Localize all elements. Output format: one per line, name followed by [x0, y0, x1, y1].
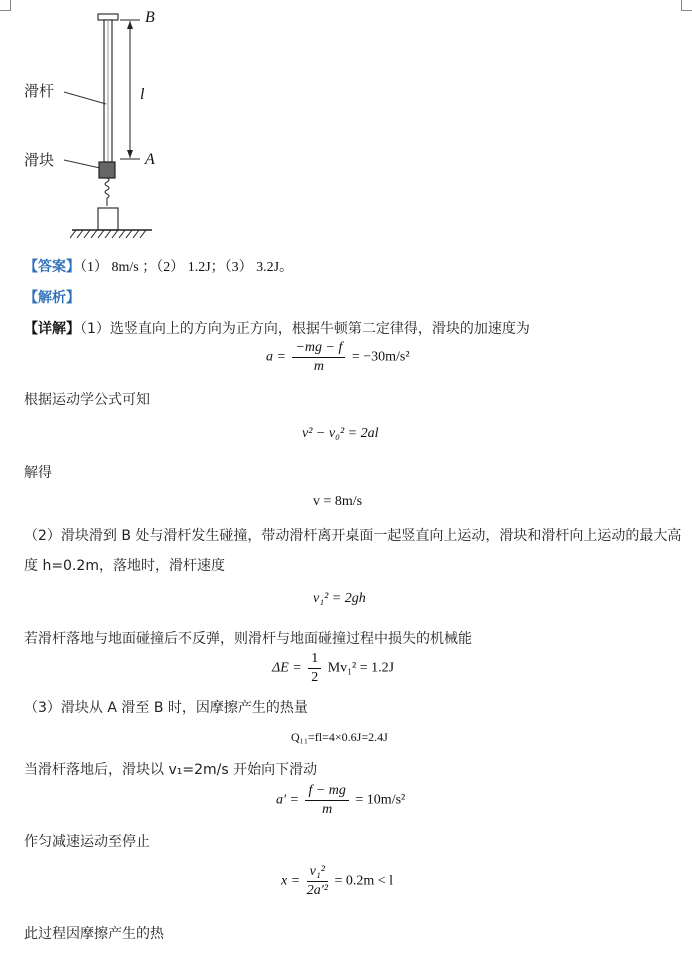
answer-line — [24, 256, 293, 276]
detail-p2: 根据运动学公式可知 — [24, 392, 150, 408]
eq8-lhs: x = — [281, 873, 301, 889]
analysis-tag: 【解析】 — [24, 290, 80, 306]
label-B: B — [145, 9, 155, 26]
eq5-num: 1 — [308, 651, 321, 669]
rod-top-cap — [98, 14, 118, 20]
eq8-rhs: = 0.2m < l — [334, 873, 394, 889]
equation-5 — [272, 651, 394, 686]
detail-p5: 若滑杆落地与地面碰撞后不反弹，则滑杆与地面碰撞过程中损失的机械能 — [24, 631, 472, 647]
detail-p9: 此过程因摩擦产生的热 — [24, 926, 164, 942]
eq5-rhs: Mv₁² = 1.2J — [327, 660, 395, 676]
answer-text: （1） 8m/s ；（2） 1.2J；（3） 3.2J。 — [80, 260, 294, 275]
eq7-num: f − mg — [305, 783, 348, 801]
detail-p7: 当滑杆落地后，滑块以 v₁=2m/s 开始向下滑动 — [24, 762, 318, 778]
detail-p4a: （2）滑块滑到 B 处与滑杆发生碰撞，带动滑杆离开桌面一起竖直向上运动，滑块和滑杆向上运动的最大高 — [24, 528, 682, 544]
detail-line-1 — [24, 318, 530, 338]
eq1-rhs: = −30m/s² — [351, 349, 410, 365]
eq8-num: v₁² — [307, 864, 328, 882]
slider-block — [99, 162, 115, 178]
eq1-fraction — [292, 340, 345, 375]
label-A: A — [145, 151, 155, 168]
base-post — [98, 208, 118, 230]
eq1-num: −mg − f — [292, 340, 345, 358]
detail-p4b: 度 h=0.2m，落地时，滑杆速度 — [24, 558, 225, 574]
eq8-fraction — [307, 864, 328, 899]
label-block: 滑块 — [24, 151, 55, 169]
detail-tag: 【详解】 — [24, 321, 80, 337]
spring — [105, 178, 109, 206]
equation-1 — [266, 340, 410, 375]
corner-mark-top-right — [681, 0, 692, 11]
eq1-lhs: a = — [266, 349, 286, 365]
eq5-den: 2 — [311, 670, 319, 685]
eq7-fraction — [305, 783, 348, 818]
rod-block-figure — [20, 8, 180, 244]
detail-p1: （1）选竖直向上的方向为正方向，根据牛顿第二定律得，滑块的加速度为 — [80, 321, 530, 337]
equation-7 — [276, 783, 405, 818]
eq8-den: 2a'² — [306, 883, 328, 898]
ground-hatch — [70, 230, 146, 238]
eq7-rhs: = 10m/s² — [355, 792, 406, 808]
eq7-den: m — [322, 802, 333, 817]
detail-p3: 解得 — [24, 465, 52, 481]
equation-6: Q₁₁=fl=4×0.6J=2.4J — [291, 730, 388, 744]
answer-tag: 【答案】 — [24, 259, 80, 275]
detail-p8: 作匀减速运动至停止 — [24, 834, 150, 850]
eq5-lhs: ΔE = — [272, 660, 302, 676]
analysis-line — [24, 287, 80, 307]
detail-p6: （3）滑块从 A 滑至 B 时，因摩擦产生的热量 — [24, 700, 308, 716]
eq5-fraction — [308, 651, 321, 686]
eq1-den: m — [313, 359, 324, 374]
equation-2: v² − v₀² = 2al — [302, 426, 379, 441]
equation-8 — [281, 864, 393, 899]
label-l: l — [140, 86, 145, 103]
eq7-lhs: a' = — [276, 792, 299, 808]
equation-4: v₁² = 2gh — [313, 591, 366, 606]
corner-mark-top-left — [0, 0, 11, 11]
equation-3: v = 8m/s — [313, 494, 363, 509]
label-rod: 滑杆 — [24, 82, 55, 100]
